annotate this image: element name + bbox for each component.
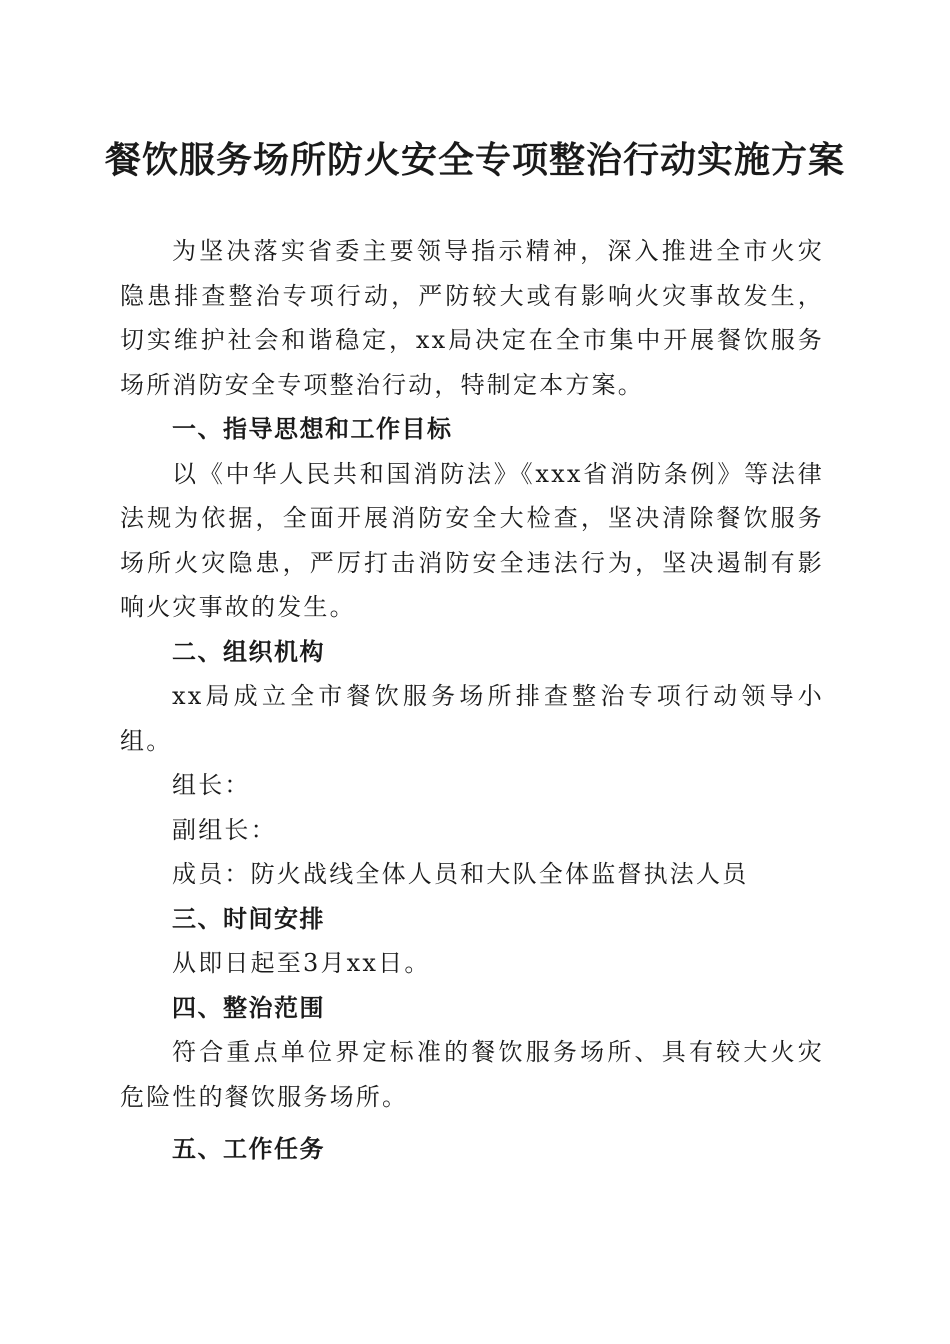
deputy-leader-line: 副组长：	[172, 815, 277, 844]
section-paragraph-3: 从即日起至3月xx日。	[172, 949, 431, 977]
section-heading-3: 三、时间安排	[172, 904, 325, 933]
section-paragraph-1: 以《中华人民共和国消防法》《xxx省消防条例》等法律法规为依据，全面开展消防安全大检查，坚决清除餐饮服务场所火灾隐患，严厉打击消防安全违法行为，坚决遏制有影响火灾事故的发生。	[120, 459, 824, 621]
section-paragraph-4: 符合重点单位界定标准的餐饮服务场所、具有较大火灾危险性的餐饮服务场所。	[120, 1038, 824, 1111]
section-paragraph-2: xx局成立全市餐饮服务场所排查整治专项行动领导小组。	[120, 682, 824, 755]
document-body	[120, 229, 824, 1172]
section-heading-5: 五、工作任务	[172, 1135, 325, 1163]
section-heading-4: 四、整治范围	[172, 993, 325, 1022]
intro-paragraph: 为坚决落实省委主要领导指示精神，深入推进全市火灾隐患排查整治专项行动，严防较大或有影响火灾事故发生，切实维护社会和谐稳定，xx局决定在全市集中开展餐饮服务场所消防安全专项整治行动，特制定本方案。	[120, 237, 824, 399]
document-title: 餐饮服务场所防火安全专项整治行动实施方案	[104, 139, 845, 181]
members-line: 成员：防火战线全体人员和大队全体监督执法人员	[172, 860, 749, 888]
leader-line: 组长：	[172, 771, 251, 799]
section-heading-1: 一、指导思想和工作目标	[172, 415, 453, 443]
section-heading-2: 二、组织机构	[172, 637, 325, 666]
